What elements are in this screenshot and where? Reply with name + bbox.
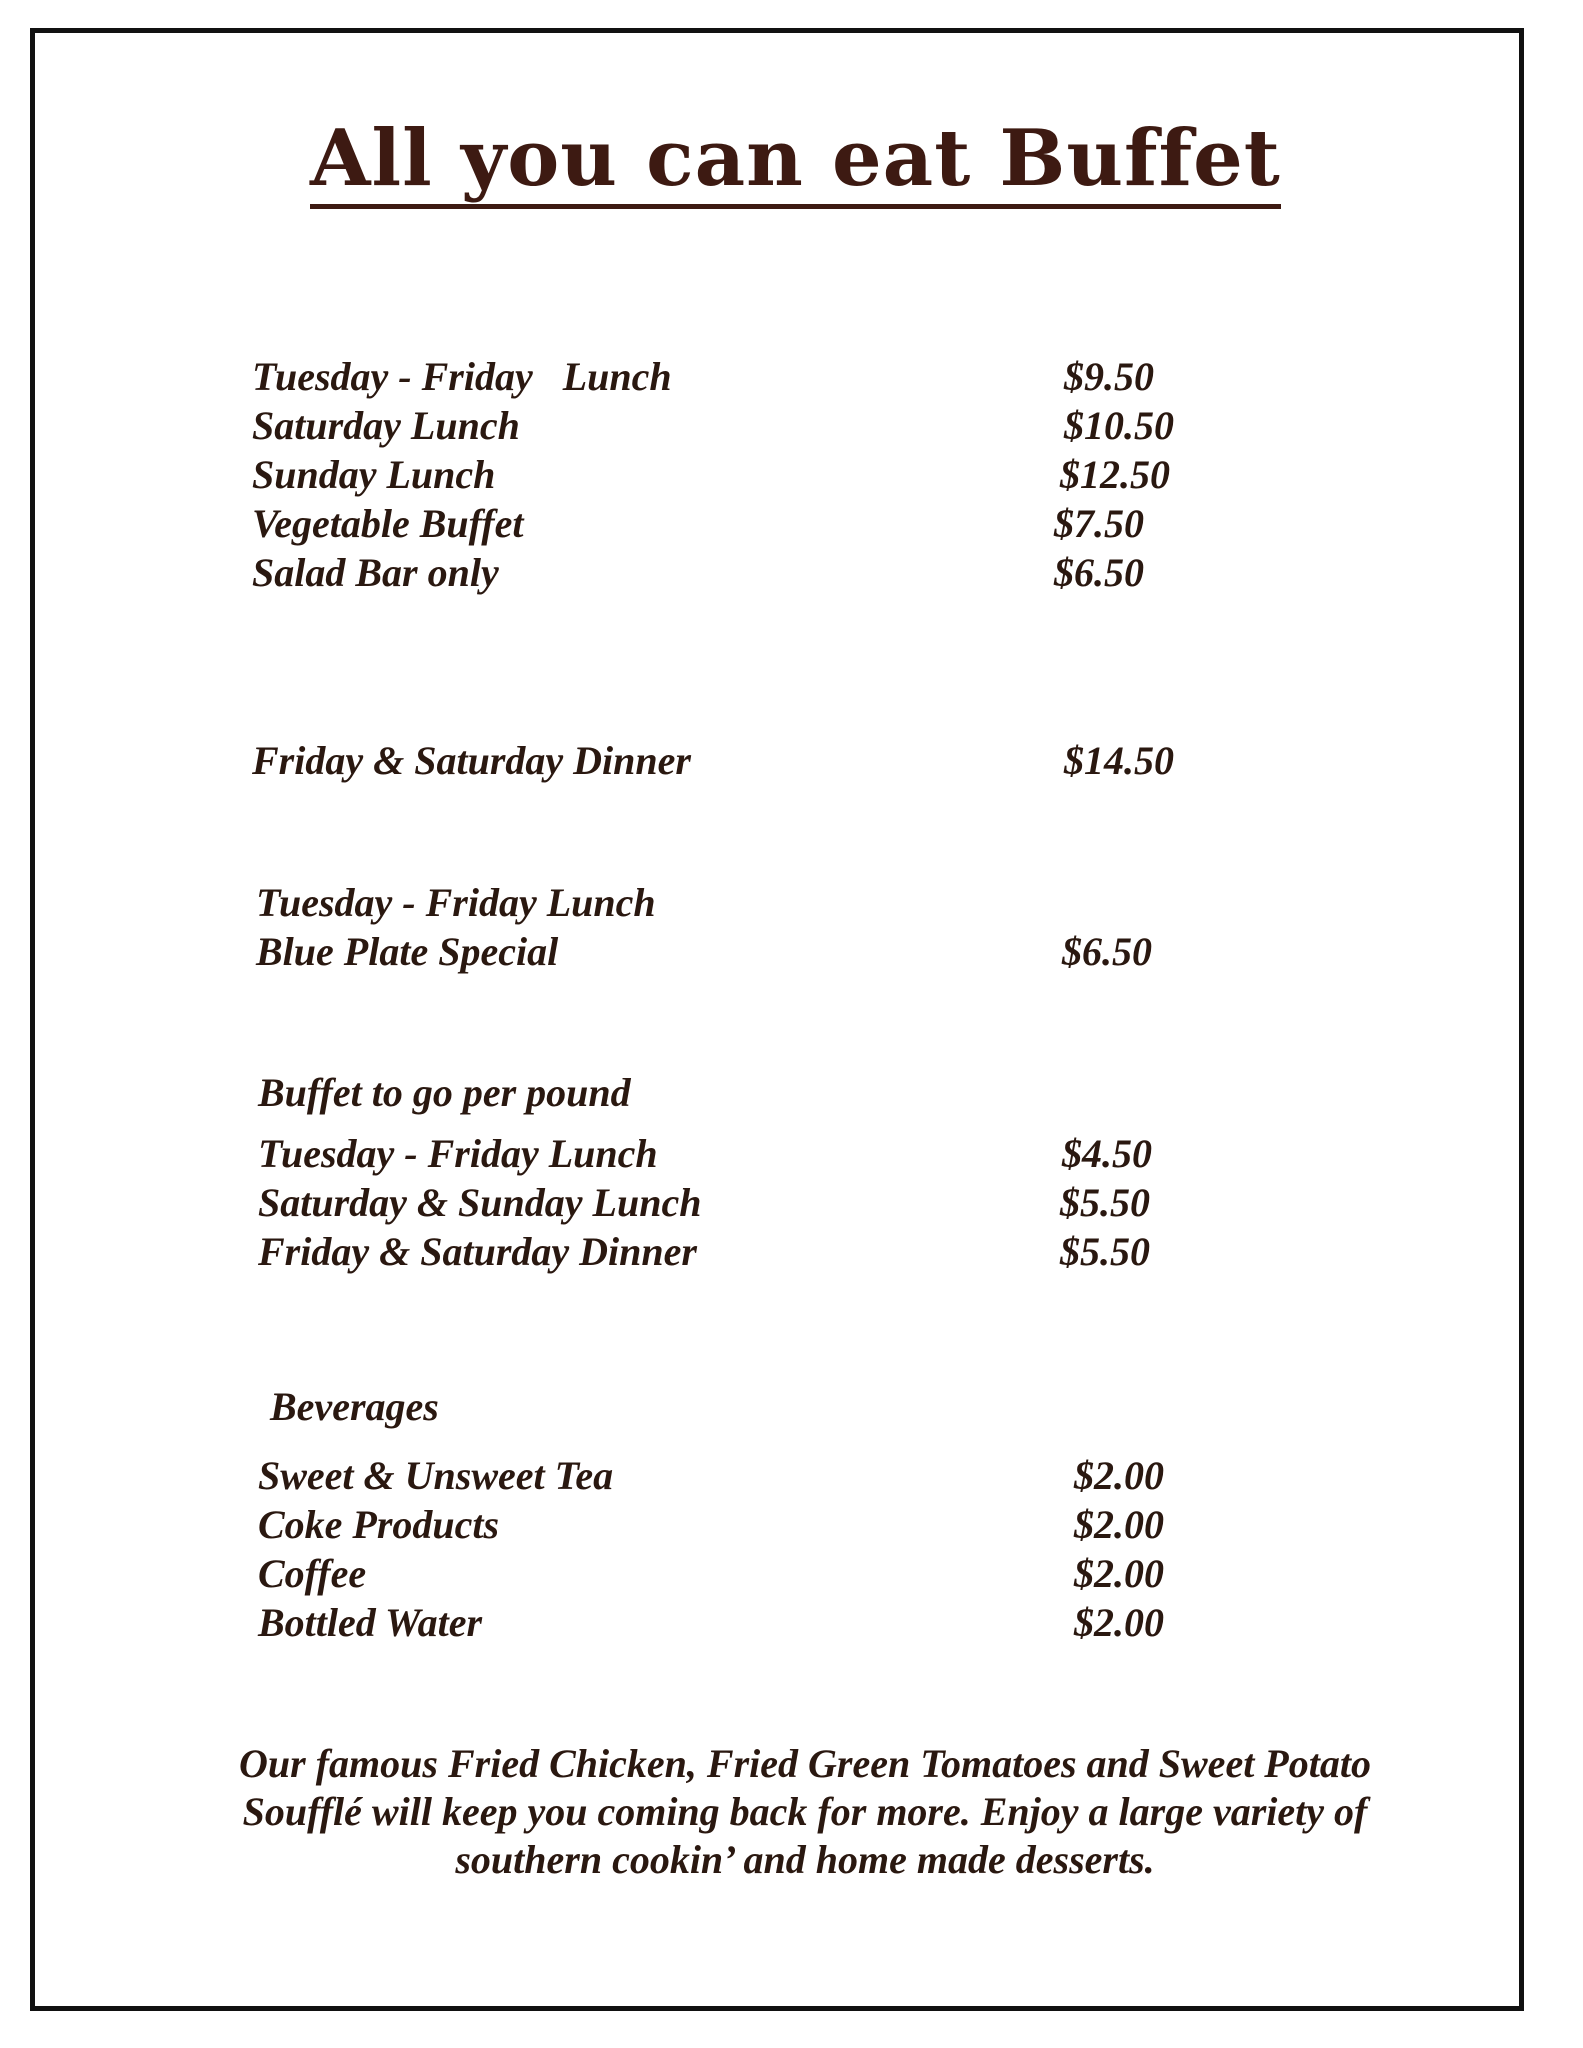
- menu-row: [256, 927, 1256, 976]
- menu-row: [252, 736, 1252, 785]
- section-heading: Buffet to go per pound: [258, 1070, 631, 1115]
- item-name: Sweet & Unsweet Tea: [258, 1453, 614, 1498]
- to-go-section: [258, 1068, 1258, 1276]
- item-name: Salad Bar only: [252, 550, 499, 595]
- item-name: Tuesday - Friday Lunch: [258, 1131, 658, 1176]
- item-price: $2.00: [1074, 1551, 1164, 1596]
- item-name: Vegetable Buffet: [252, 501, 524, 546]
- item-price: $5.50: [1060, 1229, 1150, 1274]
- item-price: $12.50: [1060, 452, 1170, 497]
- menu-row: [258, 1129, 1258, 1178]
- item-price: $7.50: [1054, 501, 1144, 546]
- menu-row: [256, 878, 1256, 927]
- item-name: Saturday Lunch: [252, 403, 520, 448]
- item-name: Coke Products: [258, 1502, 500, 1547]
- item-name: Blue Plate Special: [256, 929, 559, 974]
- item-price: $14.50: [1064, 738, 1174, 783]
- menu-row: [258, 1178, 1258, 1227]
- menu-row: [258, 1227, 1258, 1276]
- blue-plate-section: [256, 878, 1256, 976]
- menu-row: [258, 1598, 1258, 1647]
- item-name: Sunday Lunch: [252, 452, 496, 497]
- item-name: Friday & Saturday Dinner: [252, 738, 691, 783]
- menu-row: [252, 450, 1252, 499]
- item-price: $10.50: [1064, 403, 1174, 448]
- item-price: $2.00: [1074, 1600, 1164, 1645]
- item-name: Bottled Water: [258, 1600, 483, 1645]
- item-price: $4.50: [1062, 1131, 1152, 1176]
- item-price: $9.50: [1064, 354, 1154, 399]
- item-name: Tuesday - Friday Lunch: [252, 354, 672, 399]
- item-name: Friday & Saturday Dinner: [258, 1229, 697, 1274]
- menu-title: All you can eat Buffet: [310, 118, 1281, 209]
- section-heading: Beverages: [270, 1384, 439, 1429]
- menu-row: [252, 548, 1252, 597]
- beverages-section: [258, 1382, 1258, 1647]
- dinner-section: [252, 736, 1252, 785]
- item-name: Tuesday - Friday Lunch: [256, 880, 656, 925]
- footer-description: Our famous Fried Chicken, Fried Green Tomatoes and Sweet Potato Soufflé will keep you coming back for more. Enjoy a large variety of southern cookin’ and home made desserts.: [239, 1741, 1371, 1882]
- menu-row: [252, 499, 1252, 548]
- menu-row: [252, 352, 1252, 401]
- menu-row: [258, 1500, 1258, 1549]
- item-name: Saturday & Sunday Lunch: [258, 1180, 702, 1225]
- item-price: $2.00: [1074, 1453, 1164, 1498]
- menu-row: [258, 1549, 1258, 1598]
- menu-row: [258, 1451, 1258, 1500]
- buffet-prices-section: [252, 352, 1252, 597]
- item-price: $6.50: [1054, 550, 1144, 595]
- item-price: $2.00: [1074, 1502, 1164, 1547]
- menu-border: [30, 28, 1524, 2011]
- menu-row: [252, 401, 1252, 450]
- item-name: Coffee: [258, 1551, 367, 1596]
- item-price: $5.50: [1060, 1180, 1150, 1225]
- item-price: $6.50: [1062, 929, 1152, 974]
